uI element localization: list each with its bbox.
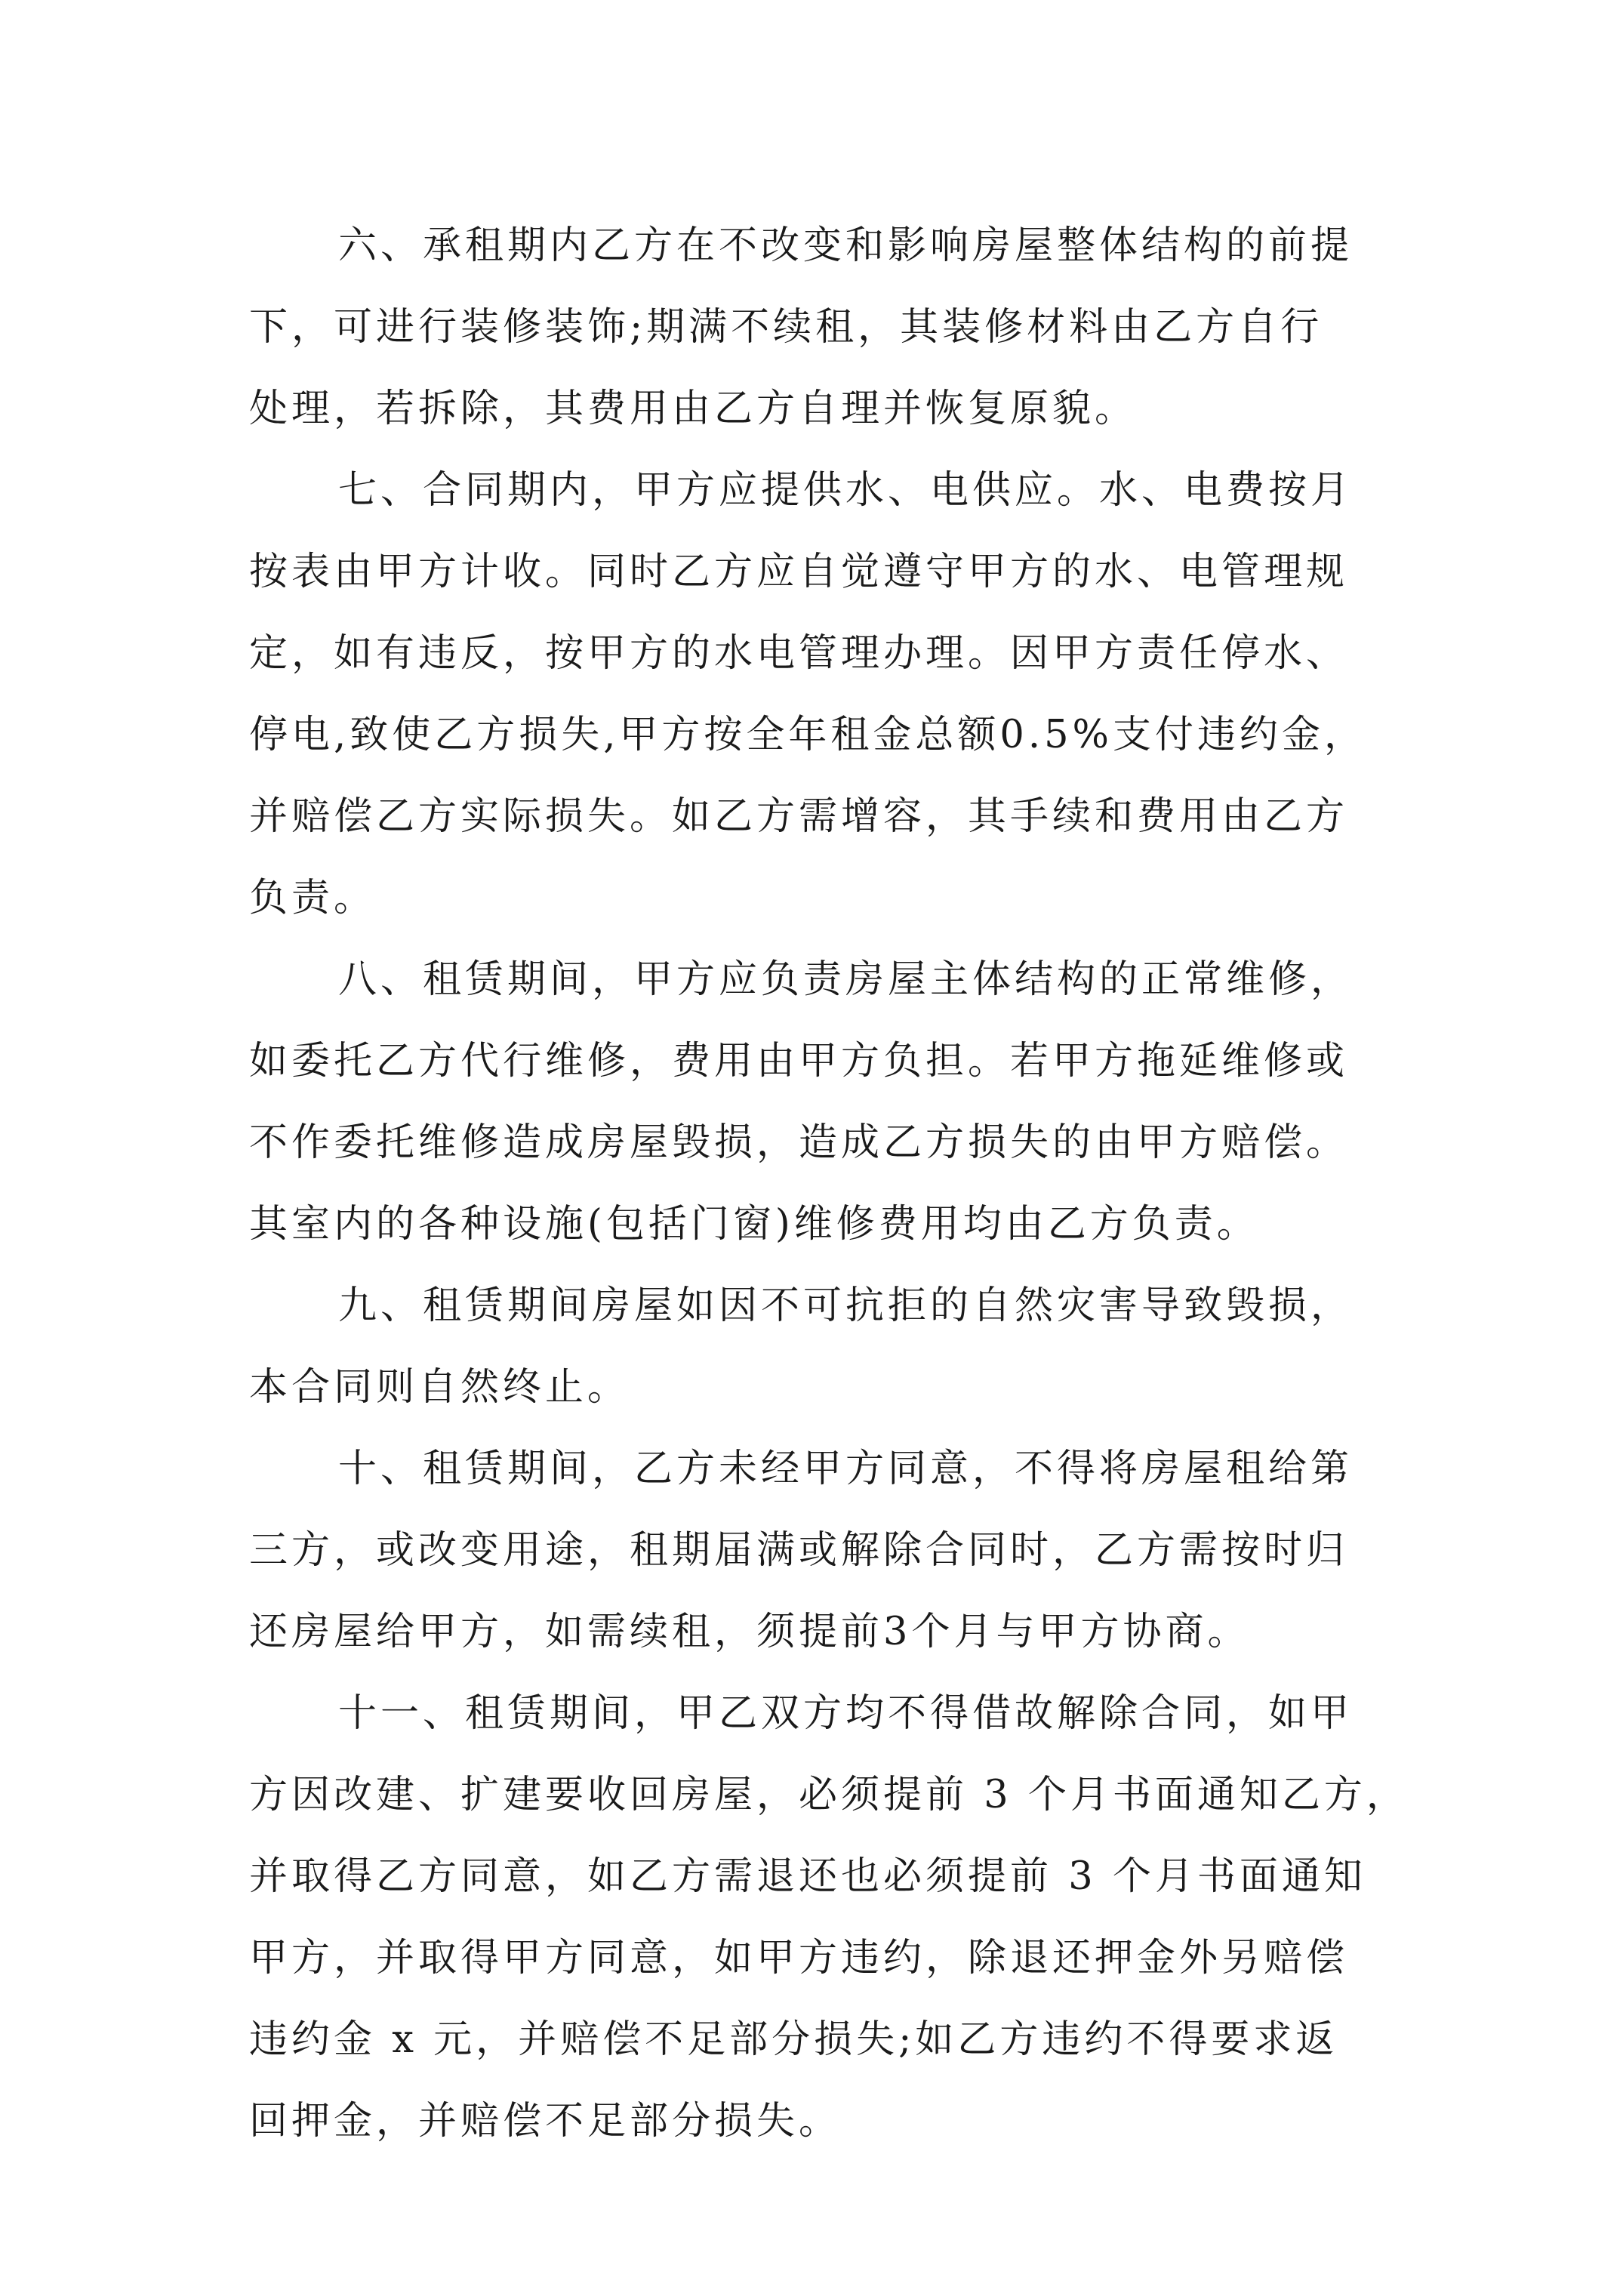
text-line: 七、合同期内，甲方应提供水、电供应。水、电费按月 xyxy=(338,468,1354,513)
text-line: 九、租赁期间房屋如因不可抗拒的自然灾害导致毁损， xyxy=(338,1284,1354,1328)
text-line: 停电,致使乙方损失,甲方按全年租金总额0.5%支付违约金， xyxy=(249,713,1366,757)
text-line: 六、承租期内乙方在不改变和影响房屋整体结构的前提 xyxy=(338,223,1354,268)
clause-7-paragraph xyxy=(249,450,1397,939)
clause-6-paragraph xyxy=(249,205,1397,450)
text-line: 本合同则自然终止。 xyxy=(249,1365,630,1410)
clause-10-paragraph xyxy=(249,1428,1397,1673)
text-line: 十、租赁期间，乙方未经甲方同意，不得将房屋租给第 xyxy=(338,1447,1354,1491)
text-line: 如委托乙方代行维修，费用由甲方负担。若甲方拖延维修或 xyxy=(249,1039,1349,1083)
text-line: 回押金，并赔偿不足部分损失。 xyxy=(249,2099,842,2143)
text-line: 下，可进行装修装饰;期满不续租，其装修材料由乙方自行 xyxy=(249,305,1323,350)
text-line: 并赔偿乙方实际损失。如乙方需增容，其手续和费用由乙方 xyxy=(249,794,1349,839)
text-line: 三方，或改变用途，租期届满或解除合同时，乙方需按时归 xyxy=(249,1528,1349,1573)
clause-8-paragraph xyxy=(249,939,1397,1265)
clause-11-paragraph xyxy=(249,1673,1409,2162)
text-line: 十一、租赁期间，甲乙双方均不得借故解除合同，如甲 xyxy=(338,1691,1354,1736)
text-line: 违约金 x 元，并赔偿不足部分损失;如乙方违约不得要求返 xyxy=(249,2017,1338,2062)
text-line: 按表由甲方计收。同时乙方应自觉遵守甲方的水、电管理规 xyxy=(249,550,1349,594)
text-line: 其室内的各种设施(包括门窗)维修费用均由乙方负责。 xyxy=(249,1202,1259,1247)
text-line: 并取得乙方同意，如乙方需退还也必须提前 3 个月书面通知 xyxy=(249,1854,1366,1899)
clause-9-paragraph xyxy=(249,1265,1397,1428)
text-line: 处理，若拆除，其费用由乙方自理并恢复原貌。 xyxy=(249,387,1138,431)
text-line: 不作委托维修造成房屋毁损，造成乙方损失的由甲方赔偿。 xyxy=(249,1120,1349,1165)
text-line: 定，如有违反，按甲方的水电管理办理。因甲方责任停水、 xyxy=(249,631,1349,676)
text-line: 还房屋给甲方，如需续租，须提前3个月与甲方协商。 xyxy=(249,1610,1250,1654)
text-line: 八、租赁期间，甲方应负责房屋主体结构的正常维修， xyxy=(338,957,1354,1002)
contract-body xyxy=(249,205,1409,2162)
text-line: 甲方，并取得甲方同意，如甲方违约，除退还押金外另赔偿 xyxy=(249,1936,1349,1980)
text-line: 方因改建、扩建要收回房屋，必须提前 3 个月书面通知乙方， xyxy=(249,1773,1409,1817)
text-line: 负责。 xyxy=(249,876,377,920)
